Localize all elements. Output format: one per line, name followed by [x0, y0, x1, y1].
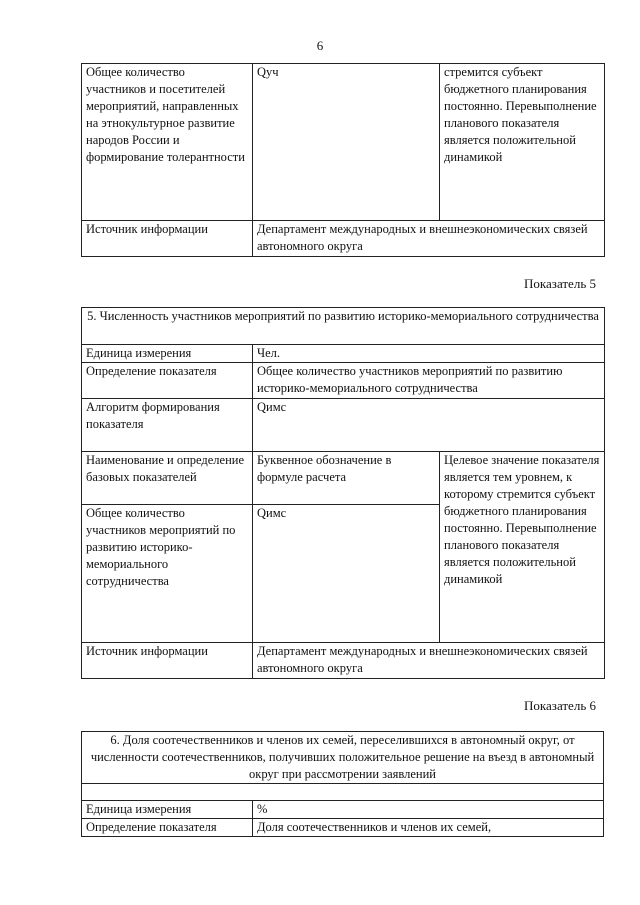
base-indicators-header-cell: Наименование и определение базовых показателей — [82, 452, 253, 505]
algorithm-value-cell: Qимс — [253, 399, 605, 452]
unit-value-cell: Чел. — [253, 345, 605, 363]
base-indicator-name-cell: Общее количество участников и посетителей мероприятий, направленных на этнокультурное развитие народов России и формирование толерантности — [82, 64, 253, 221]
page-number: 6 — [316, 38, 324, 53]
algorithm-label-cell: Алгоритм формирования показателя — [82, 399, 253, 452]
target-value-cell: Целевое значение показателя является тем уровнем, к которому стремится субъект бюджетного планирования постоянно. Перевыполнение планового показателя является положительной динамикой — [440, 452, 605, 643]
indicator-5-caption: Показатель 5 — [524, 276, 596, 291]
empty-row — [82, 784, 604, 801]
unit-label-cell: Единица измерения — [82, 345, 253, 363]
definition-value-cell: Доля соотечественников и членов их семей, — [253, 819, 604, 837]
unit-label-cell: Единица измерения — [82, 801, 253, 819]
base-indicator-letter-cell: Qуч — [253, 64, 440, 221]
target-value-cell: стремится субъект бюджетного планирования постоянно. Перевыполнение планового показателя является положительной динамикой — [440, 64, 605, 221]
definition-label-cell: Определение показателя — [82, 819, 253, 837]
indicator-4-continuation-table — [81, 63, 605, 257]
indicator-5-title: 5. Численность участников мероприятий по развитию историко-мемориального сотрудничества — [82, 308, 605, 345]
source-label-cell: Источник информации — [82, 643, 253, 679]
base-indicator-letter-cell: Qимс — [253, 505, 440, 643]
indicator-6-table — [81, 731, 604, 837]
indicator-5-table — [81, 307, 605, 679]
source-label-cell: Источник информации — [82, 221, 253, 257]
definition-value-cell: Общее количество участников мероприятий по развитию историко-мемориального сотрудничества — [253, 363, 605, 399]
unit-value-cell: % — [253, 801, 604, 819]
letter-designation-header-cell: Буквенное обозначение в формуле расчета — [253, 452, 440, 505]
indicator-6-title: 6. Доля соотечественников и членов их семей, переселившихся в автономный округ, от численности соотечественников, получивших положительное решение на въезд в автономный округ при рассмотрении заявлений — [82, 732, 604, 784]
source-value-cell: Департамент международных и внешнеэкономических связей автономного округа — [253, 643, 605, 679]
base-indicator-name-cell: Общее количество участников мероприятий по развитию историко-мемориального сотрудничества — [82, 505, 253, 643]
source-value-cell: Департамент международных и внешнеэкономических связей автономного округа — [253, 221, 605, 257]
indicator-6-caption: Показатель 6 — [524, 698, 596, 713]
definition-label-cell: Определение показателя — [82, 363, 253, 399]
